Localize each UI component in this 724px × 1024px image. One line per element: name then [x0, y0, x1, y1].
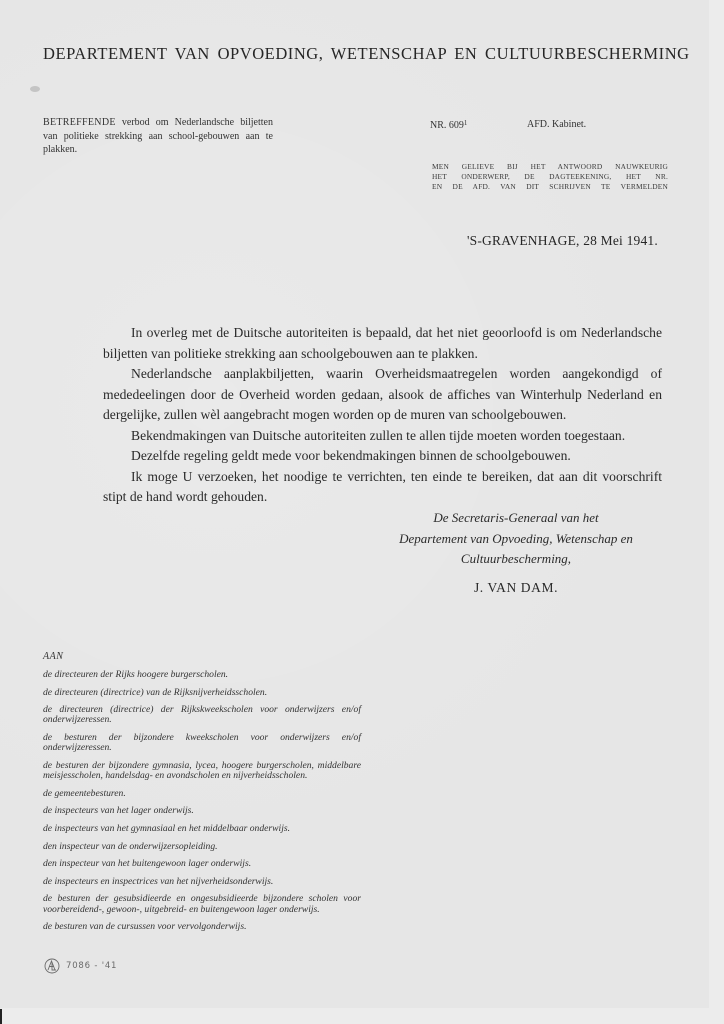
place-date: 'S-GRAVENHAGE, 28 Mei 1941. — [467, 233, 658, 248]
reference-department: AFD. Kabinet. — [527, 119, 587, 130]
recipient-item: de inspecteurs en inspectrices van het nijverheidsonderwijs. — [43, 875, 274, 887]
subject-text: verbod om Nederlandsche biljetten van politieke strekking aan school-gebouwen aan te plakken. — [43, 117, 273, 155]
reference-number-label: NR. 609 — [430, 120, 464, 131]
recipient-item: de besturen der bijzondere kweekscholen voor onderwijzers en/of onderwijzeressen. — [43, 732, 361, 754]
recipient-item: de gemeentebesturen. — [43, 787, 126, 799]
recipient-item: den inspecteur van het buitengewoon lager onderwijs. — [43, 858, 252, 870]
recipients-list — [43, 651, 361, 940]
reference-number-suffix: 1 — [463, 119, 468, 127]
recipient-item: de besturen der bijzondere gymnasia, lycea, hoogere burgerscholen, middelbare meisjesscholen, handelsdag- en avondscholen en nijverheidsscholen. — [43, 759, 361, 782]
recipient-item: de inspecteurs van het lager onderwijs. — [43, 805, 194, 817]
printer-seal-icon — [44, 958, 60, 974]
reply-notice-line: HET ONDERWERP, DE DAGTEEKENING, HET NR. — [432, 172, 668, 181]
department-heading: DEPARTEMENT VAN OPVOEDING, WETENSCHAP EN CULTUURBESCHERMING — [43, 44, 690, 63]
reference-number — [430, 119, 467, 131]
signature-title-line: Departement van Opvoeding, Wetenschap en — [399, 530, 633, 546]
body-paragraph: Ik moge U verzoeken, het noodige te verrichten, ten einde te bereiken, dat aan dit voorschrift stipt de hand wordt gehouden. — [103, 468, 662, 504]
recipient-item: de directeuren der Rijks hoogere burgerscholen. — [43, 669, 229, 680]
recipient-item: de directeuren (directrice) van de Rijksnijverheidsscholen. — [43, 686, 268, 698]
scan-edge-mark — [0, 1009, 2, 1024]
printer-code: 7086 - '41 — [66, 961, 118, 971]
subject-lead: BETREFFENDE — [43, 117, 116, 128]
printer-mark — [44, 958, 117, 974]
body-paragraph: Dezelfde regeling geldt mede voor bekendmakingen binnen de schoolgebouwen. — [131, 448, 571, 463]
recipient-item: de inspecteurs van het gymnasiaal en het middelbaar onderwijs. — [43, 823, 291, 835]
ink-smudge — [30, 86, 40, 92]
signature-title-line: Cultuurbescherming, — [460, 551, 572, 566]
signature-title-line: De Secretaris-Generaal van het — [433, 510, 599, 525]
body-paragraph: In overleg met de Duitsche autoriteiten is bepaald, dat het niet geoorloofd is om Nederlandsche biljetten van politieke strekking aan schoolgebouwen aan te plakken. — [103, 325, 662, 361]
signature-block — [388, 508, 644, 598]
reply-notice — [432, 162, 668, 192]
reply-notice-line: EN DE AFD. VAN DIT SCHRIJVEN TE VERMELDEN — [432, 182, 668, 191]
reply-notice-line: MEN GELIEVE BIJ HET ANTWOORD NAUWKEURIG — [432, 162, 668, 171]
recipient-item: de besturen der gesubsidieerde en ongesubsidieerde bijzondere scholen voor voorbereidend-, gewoon-, uitgebreid- en buitengewoon lager onderwijs. — [43, 893, 361, 915]
signatory-name: J. VAN DAM. — [473, 579, 559, 595]
recipient-item: de besturen van de cursussen voor vervolgonderwijs. — [43, 921, 247, 933]
body-paragraph: Bekendmakingen van Duitsche autoriteiten zullen te allen tijde moeten worden toegestaan. — [131, 427, 626, 443]
recipients-heading: AAN — [43, 651, 64, 662]
letter-body — [103, 323, 662, 508]
subject-block — [43, 116, 273, 157]
body-paragraph: Nederlandsche aanplakbiljetten, waarin Overheidsmaatregelen worden aangekondigd of mededeelingen door de Overheid worden gedaan, alsook de affiches van Winterhulp Nederland en dergelijke, zullen wèl aangebracht mogen worden op de muren van schoolgebouwen. — [103, 366, 662, 422]
recipient-item: den inspecteur van de onderwijzersopleiding. — [43, 840, 218, 852]
recipient-item: de directeuren (directrice) der Rijkskweekscholen voor onderwijzers en/of onderwijzeressen. — [43, 704, 361, 726]
